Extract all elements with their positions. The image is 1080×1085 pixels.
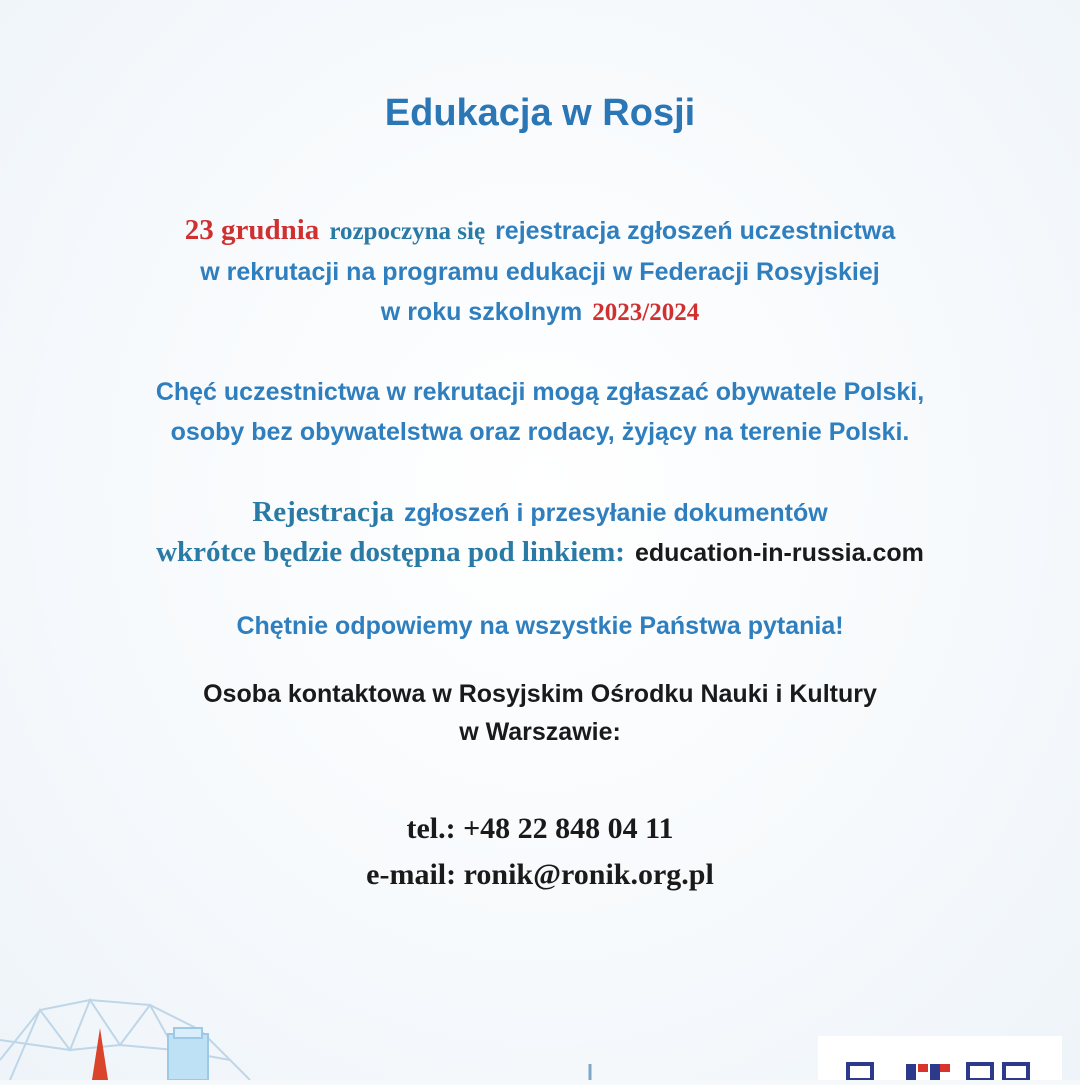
registration-text: rejestracja zgłoszeń uczestnictwa [495, 217, 896, 245]
registration-word: Rejestracja [252, 496, 394, 528]
logo [818, 1036, 1062, 1080]
announcement-line-1 [0, 214, 1080, 247]
announcement-line-2: w rekrutacji na programu edukacji w Federacji Rosyjskiej [200, 258, 880, 286]
eligibility-line-2: osoby bez obywatelstwa oraz rodacy, żyjący na terenie Polski. [170, 418, 910, 446]
logo-icon [818, 1036, 1062, 1080]
registration-line-2 [0, 536, 1080, 569]
registration-availability: wkrótce będzie dostępna pod linkiem: [156, 536, 625, 568]
building-icon [168, 1034, 208, 1080]
registration-link[interactable]: education-in-russia.com [634, 539, 924, 567]
contact-email[interactable]: e-mail: ronik@ronik.org.pl [366, 858, 714, 891]
eligibility-line-1: Chęć uczestnictwa w rekrutacji mogą zgłaszać obywatele Polski, [155, 378, 925, 406]
contact-line-2: w Warszawie: [459, 718, 621, 746]
start-date: 23 grudnia [184, 214, 320, 246]
registration-docs-text: zgłoszeń i przesyłanie dokumentów [403, 499, 828, 527]
contact-line-1: Osoba kontaktowa w Rosyjskim Ośrodku Nauki i Kultury [203, 680, 877, 708]
spire-icon [92, 1028, 108, 1080]
page-title: Edukacja w Rosji [384, 92, 696, 134]
announcement-line-3 [0, 298, 1080, 327]
school-year: 2023/2024 [592, 299, 700, 326]
starts-text: rozpoczyna się [329, 218, 486, 245]
school-year-label: w roku szkolnym [380, 298, 583, 326]
bottom-illustration [0, 990, 640, 1080]
contact-phone[interactable]: tel.: +48 22 848 04 11 [406, 812, 674, 845]
questions-text: Chętnie odpowiemy na wszystkie Państwa pytania! [236, 612, 844, 640]
registration-line-1 [0, 496, 1080, 529]
